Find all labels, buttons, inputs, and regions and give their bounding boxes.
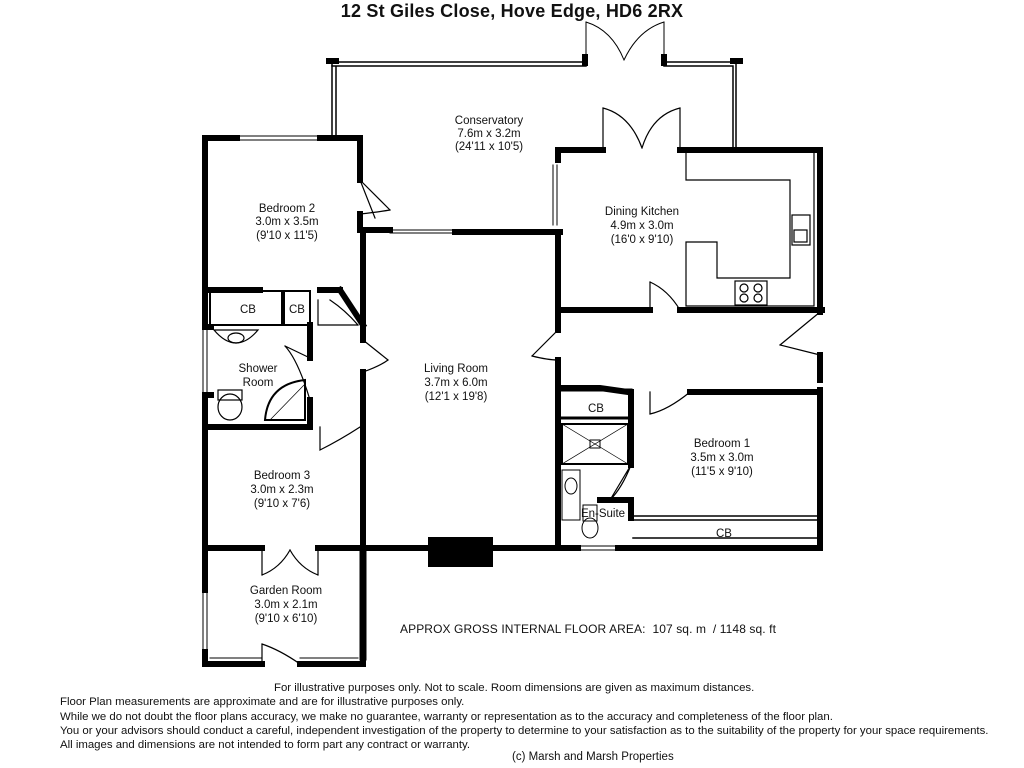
- conservatory-label: Conservatory: [454, 115, 524, 127]
- shower-room-label-1: Shower: [238, 363, 278, 375]
- cupboard-label-ensuite: CB: [588, 403, 604, 415]
- garden-room-metric: 3.0m x 2.1m: [254, 599, 318, 611]
- disclaimer-line-5: All images and dimensions are not intended to form part any contract or warranty.: [60, 739, 471, 752]
- dining-kitchen-imperial: (16'0 x 9'10): [610, 234, 674, 246]
- disclaimer: [60, 681, 988, 752]
- ensuite-fixtures: [562, 470, 598, 538]
- fireplace: [428, 537, 493, 567]
- shower-room-fixtures: [214, 330, 305, 420]
- page-title: 12 St Giles Close, Hove Edge, HD6 2RX: [340, 1, 684, 21]
- bedroom3-metric: 3.0m x 2.3m: [250, 484, 314, 496]
- doors[interactable]: [262, 108, 820, 664]
- en-suite-label: En-Suite: [580, 508, 626, 520]
- dining-kitchen-label: Dining Kitchen: [604, 206, 680, 218]
- garden-room-imperial: (9'10 x 6'10): [254, 613, 318, 625]
- bedroom1-label: Bedroom 1: [693, 438, 751, 450]
- disclaimer-line-1: For illustrative purposes only. Not to scale. Room dimensions are given as maximum distances.: [274, 682, 755, 694]
- garden-room-label: Garden Room: [249, 585, 323, 597]
- cupboard-label-bedroom2-small: CB: [289, 304, 305, 316]
- disclaimer-line-4: You or your advisors should conduct a careful, independent investigation of the property to determine to your satisfaction as to the suitability of the property for your space requirements.: [60, 724, 989, 737]
- living-room-imperial: (12'1 x 19'8): [424, 391, 488, 403]
- copyright: (c) Marsh and Marsh Properties: [512, 751, 674, 763]
- dining-kitchen-metric: 4.9m x 3.0m: [610, 220, 674, 232]
- cupboard-label-bedroom1: CB: [716, 528, 732, 540]
- living-room-metric: 3.7m x 6.0m: [424, 377, 488, 389]
- kitchen-worktop: [686, 150, 814, 306]
- bedroom2-metric: 3.0m x 3.5m: [255, 216, 319, 228]
- bedroom2-imperial: (9'10 x 11'5): [256, 230, 318, 242]
- bedroom2-label: Bedroom 2: [258, 203, 316, 215]
- bedroom3-imperial: (9'10 x 7'6): [253, 498, 311, 510]
- cupboard-label-bedroom2: CB: [240, 304, 256, 316]
- conservatory-metric: 7.6m x 3.2m: [457, 128, 521, 140]
- bedroom3-label: Bedroom 3: [253, 470, 311, 482]
- floor-area: APPROX GROSS INTERNAL FLOOR AREA: 107 sq. m / 1148 sq. ft: [400, 622, 777, 636]
- living-room-label: Living Room: [424, 363, 488, 375]
- ensuite-shower: [562, 424, 628, 464]
- bedroom1-metric: 3.5m x 3.0m: [690, 452, 754, 464]
- disclaimer-line-2: Floor Plan measurements are approximate and are for illustrative purposes only.: [60, 696, 465, 709]
- conservatory-walls: [332, 62, 736, 150]
- bedroom1-imperial: (11'5 x 9'10): [691, 466, 753, 478]
- conservatory-french-doors[interactable]: [586, 22, 664, 62]
- conservatory-imperial: (24'11 x 10'5): [454, 141, 524, 153]
- disclaimer-line-3: While we do not doubt the floor plans accuracy, we make no guarantee, warranty or representation as to the accuracy and completeness of the floor plan.: [60, 710, 833, 723]
- shower-room-label-2: Room: [242, 377, 274, 389]
